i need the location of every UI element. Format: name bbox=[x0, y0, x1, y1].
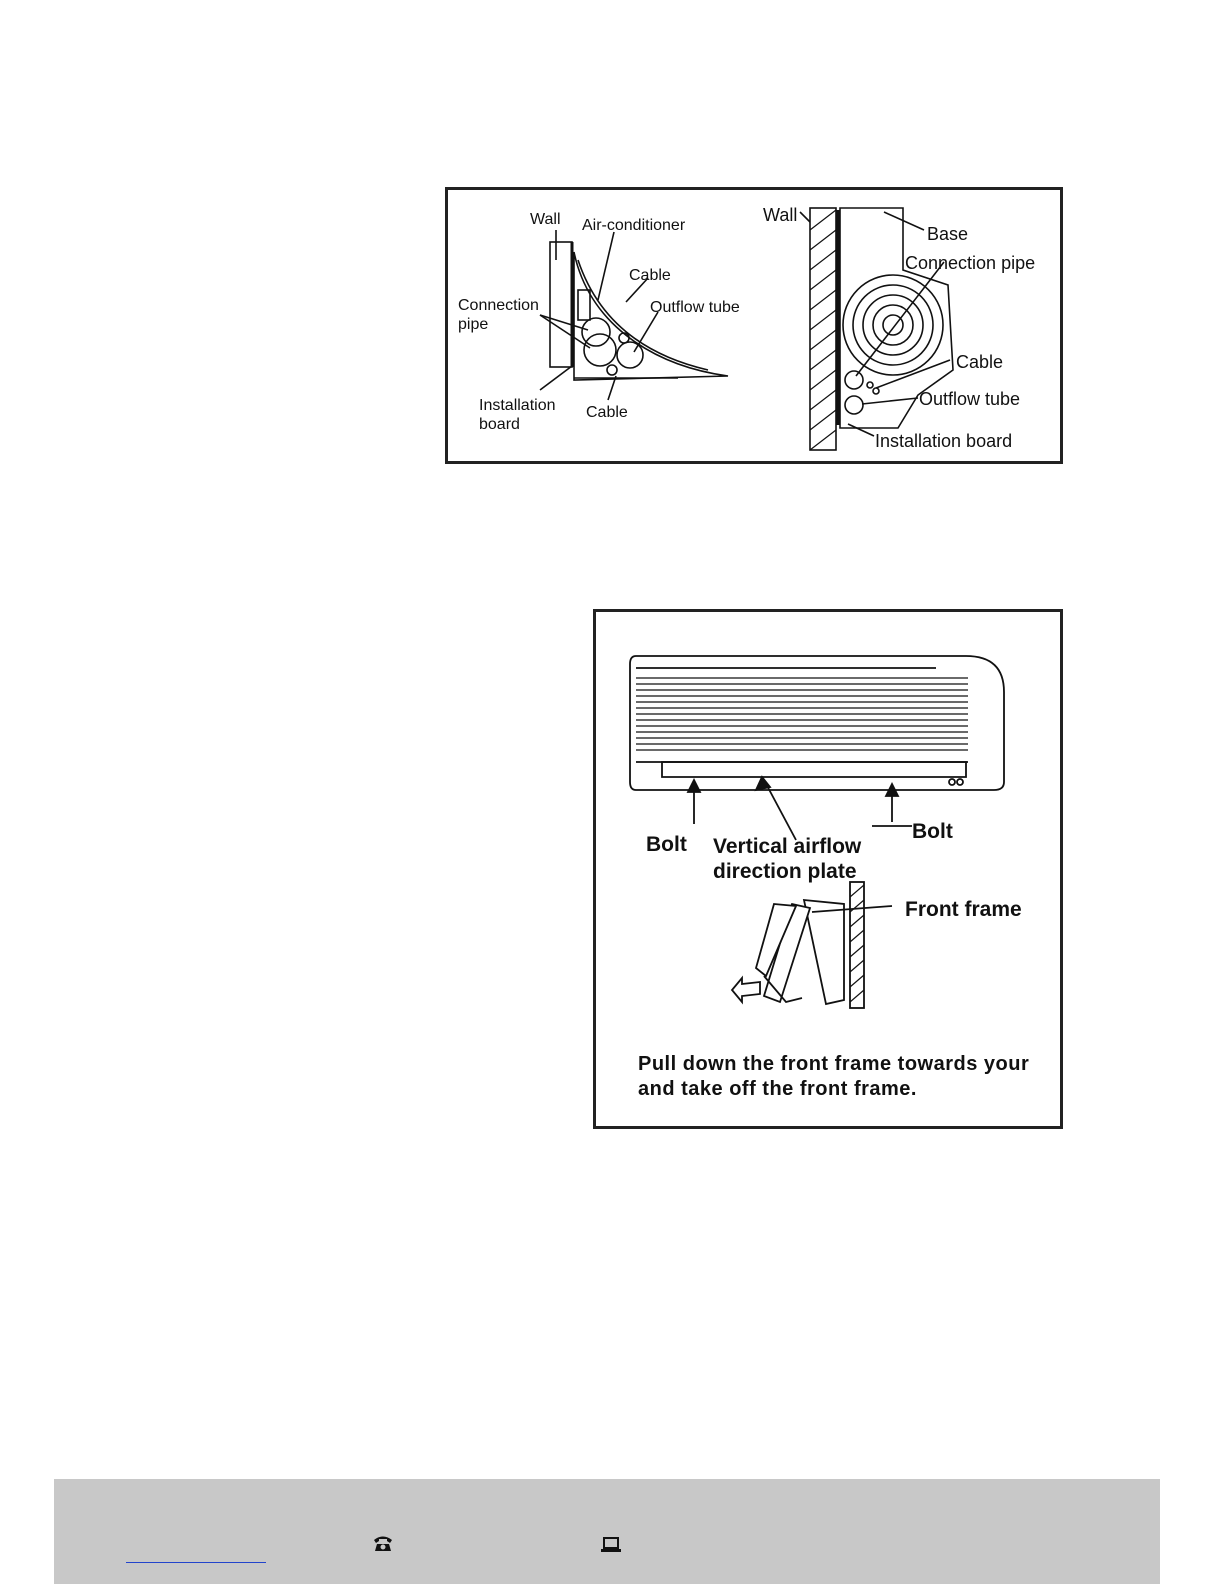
front-frame-drawing bbox=[596, 612, 1060, 1126]
label-connection-pipe-l2: pipe bbox=[458, 316, 489, 333]
label-bolt-right: Bolt bbox=[912, 820, 953, 843]
figure-caption bbox=[638, 1052, 1029, 1102]
label-bolt-left: Bolt bbox=[646, 833, 687, 856]
footer-bar bbox=[54, 1479, 1160, 1584]
installation-cross-section-figure bbox=[445, 187, 1063, 464]
label-cable-bottom: Cable bbox=[586, 404, 628, 421]
phone-icon bbox=[372, 1533, 394, 1553]
cross-section-drawing bbox=[448, 190, 1060, 461]
label-wall-right: Wall bbox=[763, 205, 798, 225]
label-cable-right: Cable bbox=[956, 352, 1004, 372]
label-front-frame: Front frame bbox=[905, 898, 1022, 921]
label-installation-board-right: Installation board bbox=[875, 431, 1013, 451]
label-cable-top: Cable bbox=[629, 267, 671, 284]
label-installation-board-l2: board bbox=[479, 416, 520, 433]
footer-link[interactable] bbox=[126, 1561, 266, 1563]
label-vertical-airflow-l1: Vertical airflow bbox=[713, 835, 862, 858]
label-vertical-airflow-l2: direction plate bbox=[713, 860, 857, 883]
front-frame-removal-figure bbox=[593, 609, 1063, 1129]
label-outflow-tube-right: Outflow tube bbox=[919, 389, 1021, 409]
caption-line-2: and take off the front frame. bbox=[638, 1078, 917, 1100]
label-outflow-tube-left: Outflow tube bbox=[650, 299, 740, 316]
label-installation-board-l1: Installation bbox=[479, 397, 556, 414]
label-base: Base bbox=[927, 224, 969, 244]
label-connection-pipe-right: Connection pipe bbox=[905, 253, 1036, 273]
label-wall-left: Wall bbox=[530, 211, 561, 228]
label-air-conditioner: Air-conditioner bbox=[582, 217, 686, 234]
caption-line-1: Pull down the front frame towards your bbox=[638, 1053, 1030, 1075]
label-connection-pipe-l1: Connection bbox=[458, 297, 539, 314]
laptop-icon bbox=[600, 1535, 622, 1555]
